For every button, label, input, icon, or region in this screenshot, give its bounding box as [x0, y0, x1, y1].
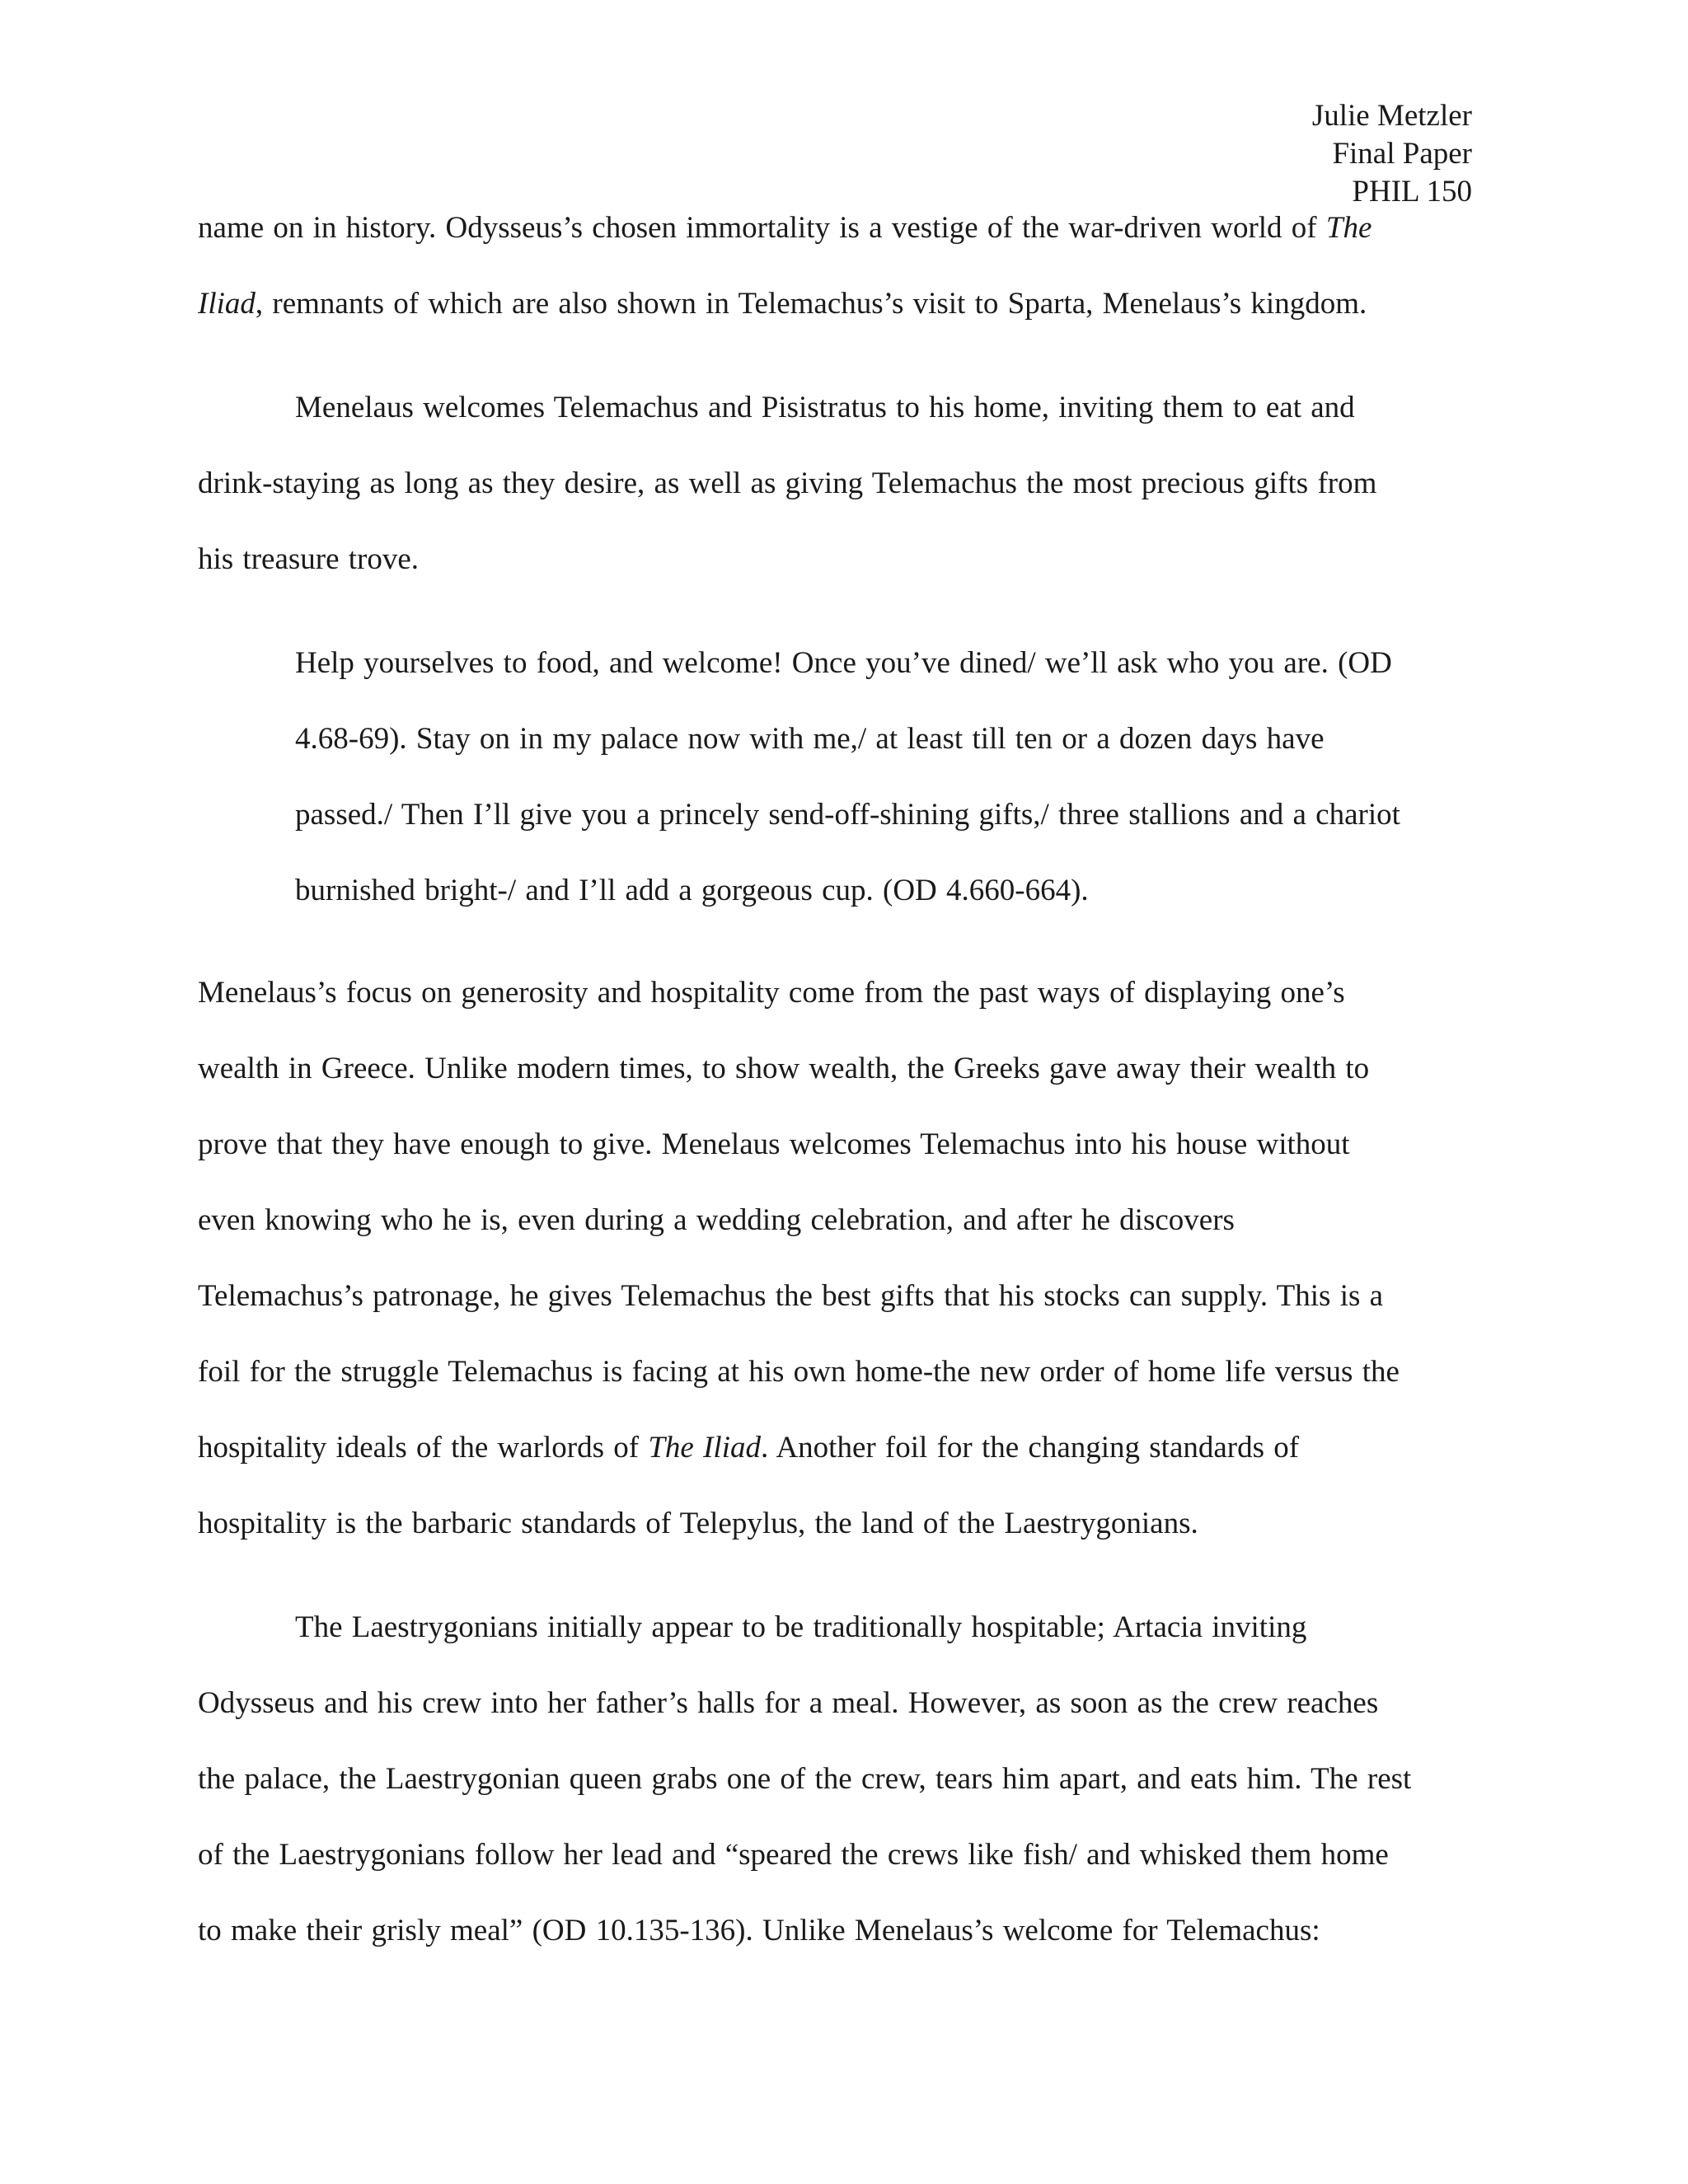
block-quote-line: Help yourselves to food, and welcome! Once you’ve dined/ we’ll ask who you are. (OD	[295, 646, 1392, 680]
paragraph-line: hospitality is the barbaric standards of Telepylus, the land of the Laestrygonians.	[198, 1507, 1198, 1540]
text-run: hospitality ideals of the warlords of	[198, 1431, 649, 1465]
text-run: . Another foil for the changing standards of	[760, 1431, 1300, 1465]
italic-title: Iliad	[198, 287, 256, 321]
block-quote-line: passed./ Then I’ll give you a princely send-off-shining gifts,/ three stallions and a chariot	[295, 798, 1400, 832]
paragraph-line: his treasure trove.	[198, 542, 420, 576]
paragraph-line: drink-staying as long as they desire, as well as giving Telemachus the most precious gifts from	[198, 466, 1377, 500]
italic-title: The	[1325, 211, 1372, 245]
paragraph-line: the palace, the Laestrygonian queen grabs one of the crew, tears him apart, and eats him. The rest	[198, 1762, 1412, 1796]
paragraph-line: to make their grisly meal” (OD 10.135-136). Unlike Menelaus’s welcome for Telemachus:	[198, 1914, 1320, 1947]
paragraph-line: The Laestrygonians initially appear to be traditionally hospitable; Artacia inviting	[295, 1610, 1307, 1644]
paragraph-line: Menelaus’s focus on generosity and hospitality come from the past ways of displaying one’s	[198, 976, 1345, 1010]
paragraph-line: Telemachus’s patronage, he gives Telemachus the best gifts that his stocks can supply. This is a	[198, 1279, 1384, 1313]
course-code: PHIL 150	[1352, 175, 1472, 209]
paper-title: Final Paper	[1332, 137, 1472, 171]
paragraph-line: Odysseus and his crew into her father’s halls for a meal. However, as soon as the crew reaches	[198, 1686, 1379, 1720]
paragraph-line: even knowing who he is, even during a wedding celebration, and after he discovers	[198, 1203, 1235, 1237]
page-header	[1312, 97, 1472, 211]
paragraph-line: of the Laestrygonians follow her lead and “speared the crews like fish/ and whisked them home	[198, 1838, 1389, 1872]
text-run: , remnants of which are also shown in Telemachus’s visit to Sparta, Menelaus’s kingdom.	[255, 287, 1367, 321]
paragraph-line: prove that they have enough to give. Menelaus welcomes Telemachus into his house without	[198, 1127, 1350, 1161]
paragraph-line: Menelaus welcomes Telemachus and Pisistratus to his home, inviting them to eat and	[295, 391, 1355, 424]
paragraph-line: wealth in Greece. Unlike modern times, to show wealth, the Greeks gave away their wealth to	[198, 1052, 1370, 1085]
paragraph-line	[198, 209, 1372, 247]
paragraph-line	[198, 1429, 1299, 1467]
text-run: name on in history. Odysseus’s chosen immortality is a vestige of the war-driven world of	[198, 211, 1326, 245]
author-name: Julie Metzler	[1311, 99, 1472, 133]
block-quote-line: 4.68-69). Stay on in my palace now with me,/ at least till ten or a dozen days have	[295, 722, 1325, 756]
paragraph-line	[198, 285, 1367, 323]
paragraph-line: foil for the struggle Telemachus is facing at his own home-the new order of home life versus the	[198, 1355, 1400, 1389]
italic-title: The Iliad	[648, 1431, 761, 1465]
block-quote-line: burnished bright-/ and I’ll add a gorgeous cup. (OD 4.660-664).	[295, 874, 1089, 907]
